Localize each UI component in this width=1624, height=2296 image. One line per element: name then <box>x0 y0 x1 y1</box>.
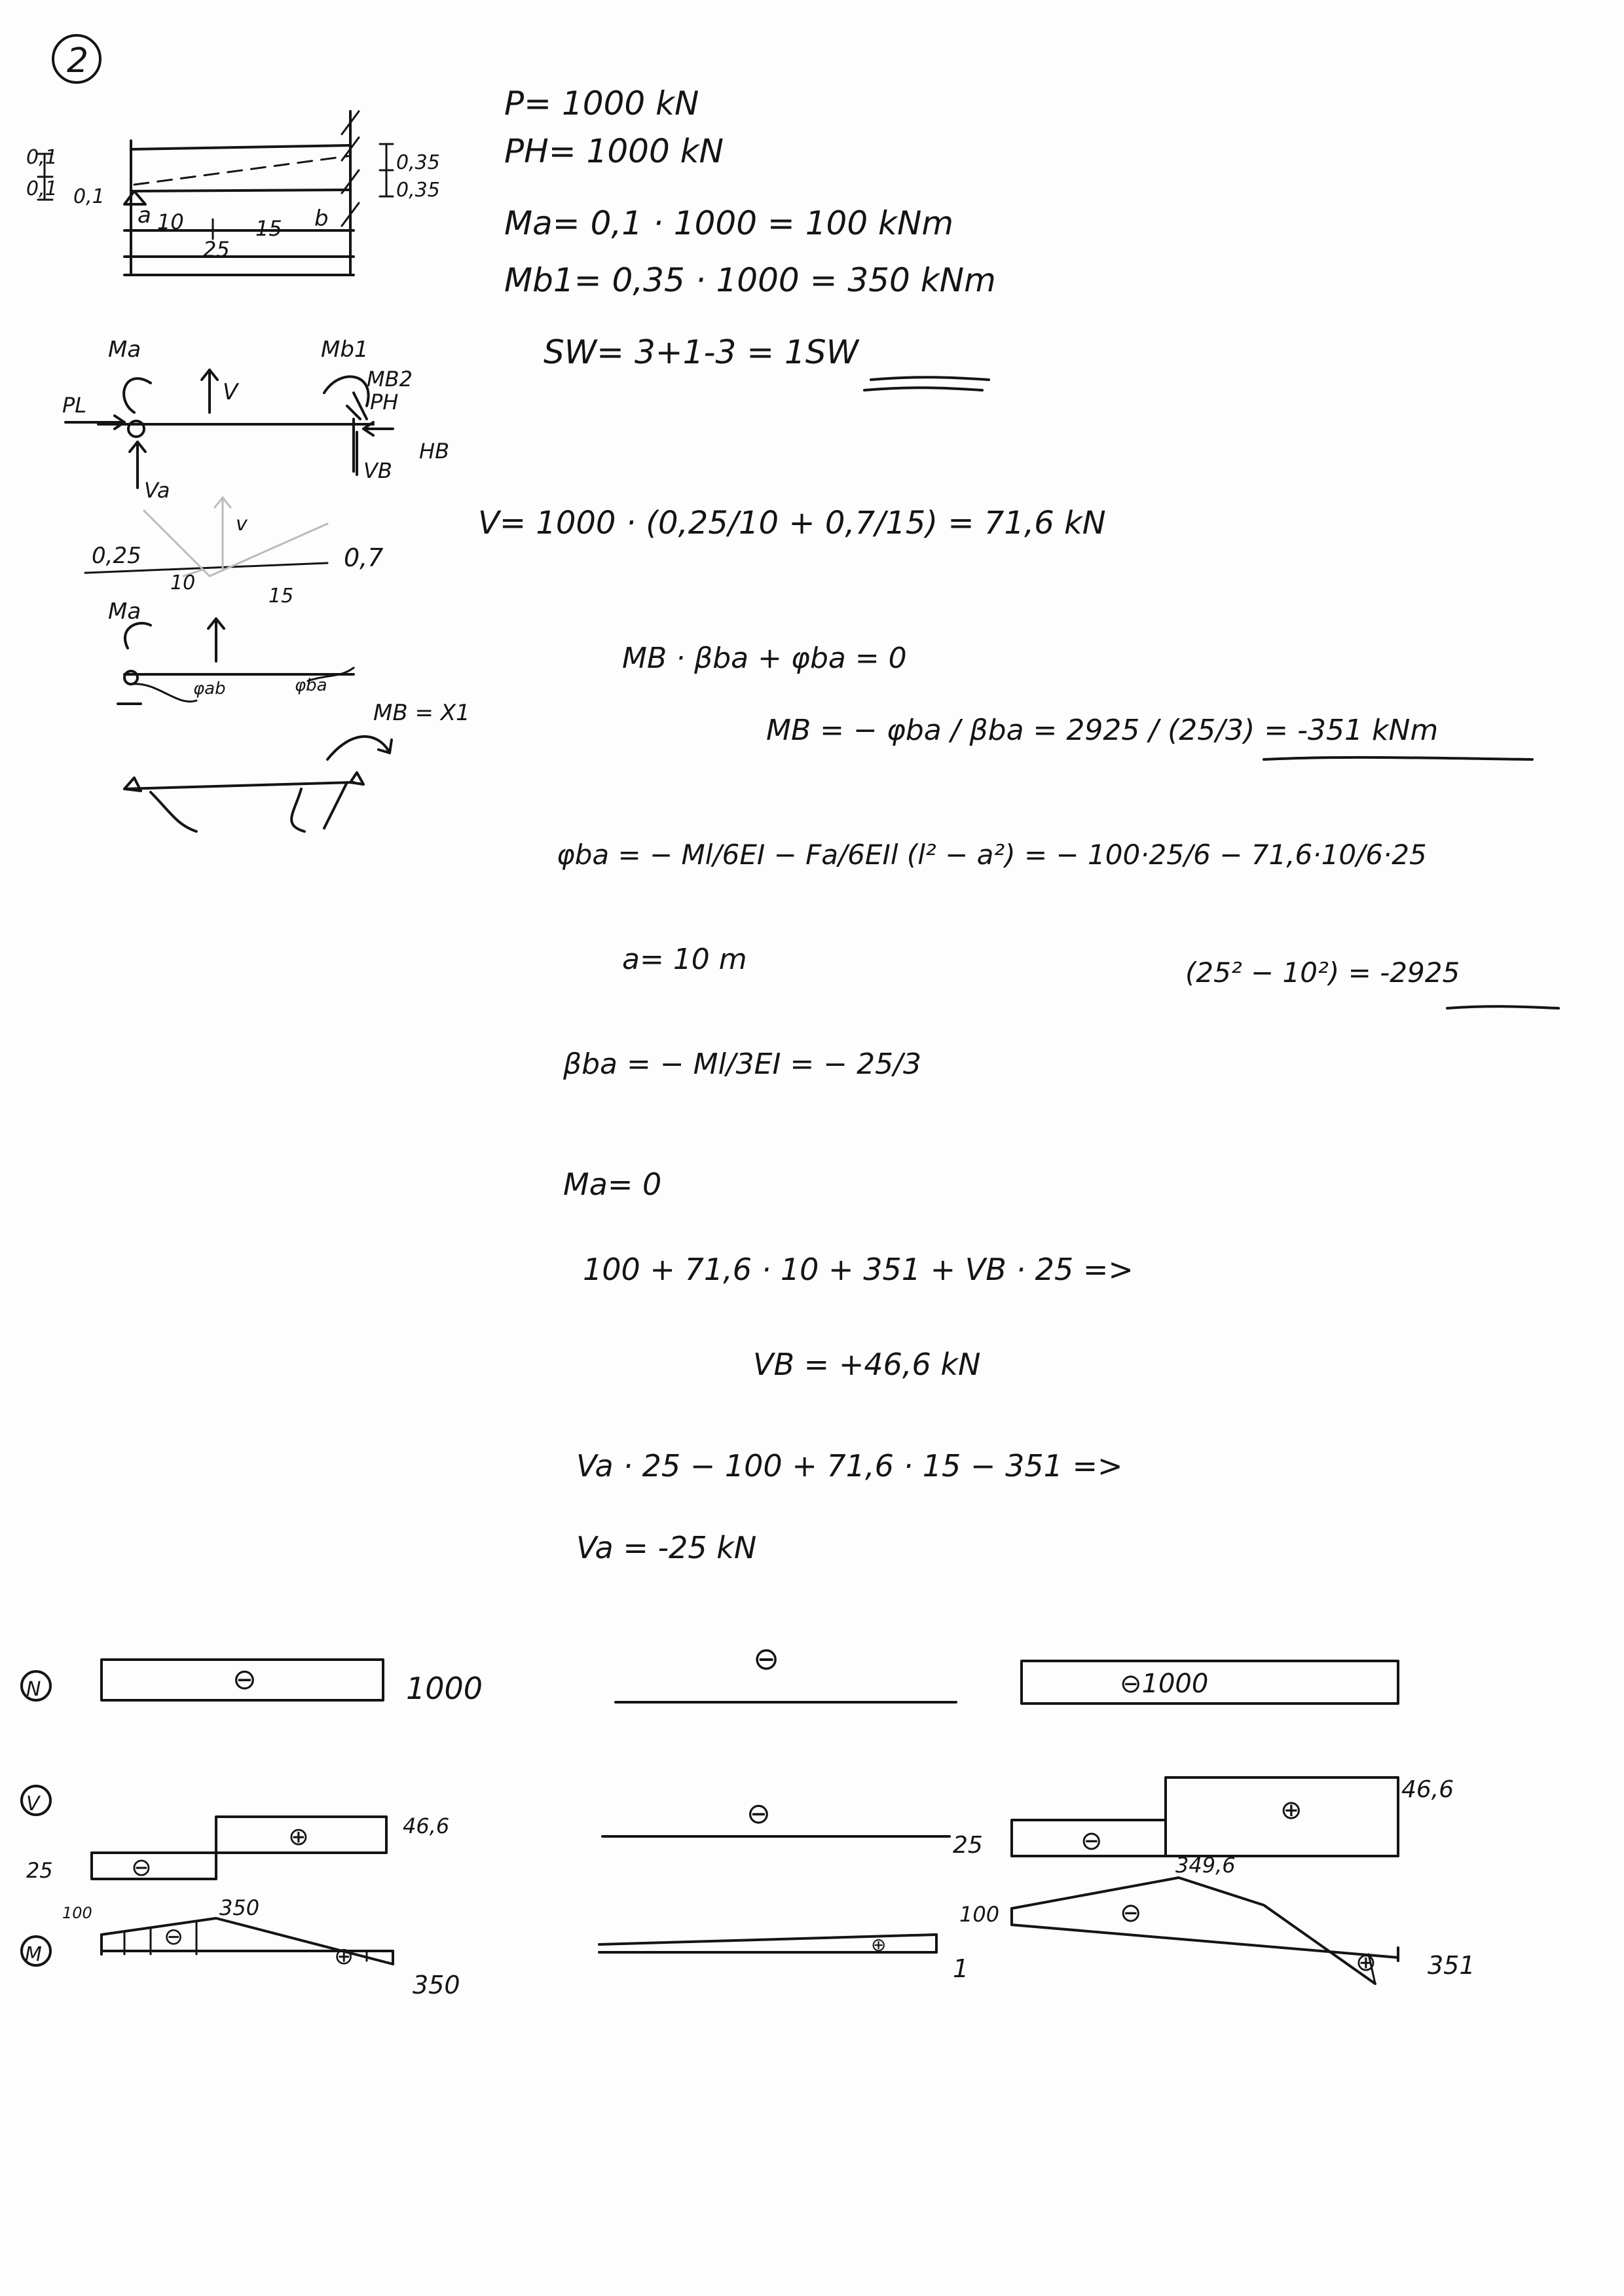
dim-label-5: 0,35 <box>396 179 440 202</box>
calc-va: Va = -25 kN <box>576 1530 757 1565</box>
m-diagram-1-minus: ⊖ <box>164 1923 184 1950</box>
calc-v: V= 1000 · (0,25/10 + 0,7/15) = 71,6 kN <box>478 505 1106 541</box>
page-number: 2 <box>67 41 89 81</box>
v-diagram-1-plus: ⊕ <box>288 1822 309 1851</box>
basic-ma-label: Ma <box>108 598 141 625</box>
m-diagram-3-right-value: 351 <box>1428 1951 1475 1980</box>
n-diagram-3-value: ⊖1000 <box>1120 1669 1209 1699</box>
fbd-vb-label: VB <box>363 458 392 483</box>
m-diagram-3-left-value: 100 <box>959 1902 1000 1927</box>
v-diagram-3 <box>1012 1777 1398 1856</box>
v-diagram-label: V <box>26 1793 40 1815</box>
n-diagram-1-value: 1000 <box>406 1671 483 1706</box>
redundant-x1-label: MB = X1 <box>373 700 470 726</box>
fbd-hb-label: HB <box>419 439 450 464</box>
influence-10-label: 10 <box>170 572 196 594</box>
fbd-va-label: Va <box>144 478 170 503</box>
n-diagram-1-sign: ⊖ <box>232 1663 257 1696</box>
v-diagram-1-minus: ⊖ <box>131 1853 152 1882</box>
v-diagram-3-right-value: 46,6 <box>1401 1776 1454 1803</box>
fbd-ph-label: PH <box>370 390 399 414</box>
point-a-label: a <box>138 202 151 228</box>
fbd-pl-label: PL <box>62 393 87 418</box>
influence-15-label: 15 <box>268 585 294 608</box>
n-diagram-label: N <box>26 1678 41 1701</box>
m-diagram-1-left-value: 100 <box>62 1904 92 1922</box>
fbd-mb2-label: MB2 <box>367 367 413 392</box>
dim-label-3: 0,1 <box>73 185 105 208</box>
m-diagram-3 <box>1012 1878 1398 1984</box>
n-diagram-3 <box>1022 1661 1398 1704</box>
span-25-label: 25 <box>203 237 230 262</box>
m-diagram-1-right-value: 350 <box>413 1971 460 1999</box>
calc-mb-result: MB = − φba / βba = 2925 / (25/3) = -351 kNm <box>766 714 1439 747</box>
point-b-label: b <box>314 206 329 232</box>
span-15-label: 15 <box>255 216 282 241</box>
calc-compatibility: MB · βba + φba = 0 <box>622 642 907 675</box>
influence-025-label: 0,25 <box>92 543 141 569</box>
dim-label-1: 0,1 <box>26 146 58 169</box>
calc-vb: VB = +46,6 kN <box>753 1347 981 1382</box>
m-diagram-3-peak-value: 349,6 <box>1175 1853 1236 1878</box>
span-10-label: 10 <box>157 210 184 234</box>
calc-ma-zero: Ma= 0 <box>563 1167 662 1202</box>
fbd-mb1-label: Mb1 <box>321 337 369 363</box>
phi-ba-label: φba <box>295 676 327 695</box>
v-diagram-3-left-value: 25 <box>953 1832 983 1859</box>
given-ph: PH= 1000 kN <box>504 132 724 170</box>
underline-sw <box>871 377 989 380</box>
n-diagram-2-sign: ⊖ <box>753 1641 780 1677</box>
m-diagram-3-minus: ⊖ <box>1120 1898 1142 1928</box>
v-diagram-1-left-value: 25 <box>26 1858 53 1883</box>
m-diagram-2-plus: ⊕ <box>871 1934 887 1956</box>
fbd-v-label: V <box>223 379 238 405</box>
calc-phi-tail: (25² − 10²) = -2925 <box>1185 957 1460 989</box>
m-diagram-1-peak-value: 350 <box>219 1895 260 1920</box>
statical-indeterminacy: SW= 3+1-3 = 1SW <box>544 333 859 371</box>
v-diagram-3-plus: ⊕ <box>1280 1795 1302 1825</box>
underline-mb <box>1264 757 1532 759</box>
m-diagram-label: M <box>25 1943 42 1966</box>
given-p: P= 1000 kN <box>504 84 699 122</box>
influence-u-label: v <box>236 513 248 536</box>
calc-a: a= 10 m <box>622 943 747 976</box>
v-diagram-2-sign: ⊖ <box>747 1797 771 1831</box>
v-diagram-1-right-value: 46,6 <box>403 1813 450 1838</box>
dim-label-2: 0,1 <box>26 177 58 200</box>
influence-07-label: 0,7 <box>344 543 384 572</box>
m-diagram-3-plus: ⊕ <box>1356 1948 1376 1977</box>
calc-beta: βba = − Ml/3EI = − 25/3 <box>563 1048 921 1081</box>
m-diagram-1-plus: ⊕ <box>334 1943 354 1970</box>
dim-label-4: 0,35 <box>396 151 440 174</box>
calc-moment-sum-a: 100 + 71,6 · 10 + 351 + VB · 25 => <box>583 1252 1134 1287</box>
given-ma: Ma= 0,1 · 1000 = 100 kNm <box>504 204 954 242</box>
fbd-ma-label: Ma <box>108 337 141 363</box>
underline-phi <box>1447 1006 1559 1008</box>
basic-system-sketch <box>118 619 392 831</box>
calc-phi-ba: φba = − Ml/6EI − Fa/6EIl (l² − a²) = − 100·25/6 − 71,6·10/6·25 <box>557 839 1427 871</box>
given-mb: Mb1= 0,35 · 1000 = 350 kNm <box>504 261 996 299</box>
v-diagram-3-minus: ⊖ <box>1080 1826 1103 1856</box>
m-diagram-2-value: 1 <box>953 1954 969 1983</box>
phi-ab-label: φab <box>193 679 226 699</box>
calc-moment-sum-b: Va · 25 − 100 + 71,6 · 15 − 351 => <box>576 1448 1123 1484</box>
